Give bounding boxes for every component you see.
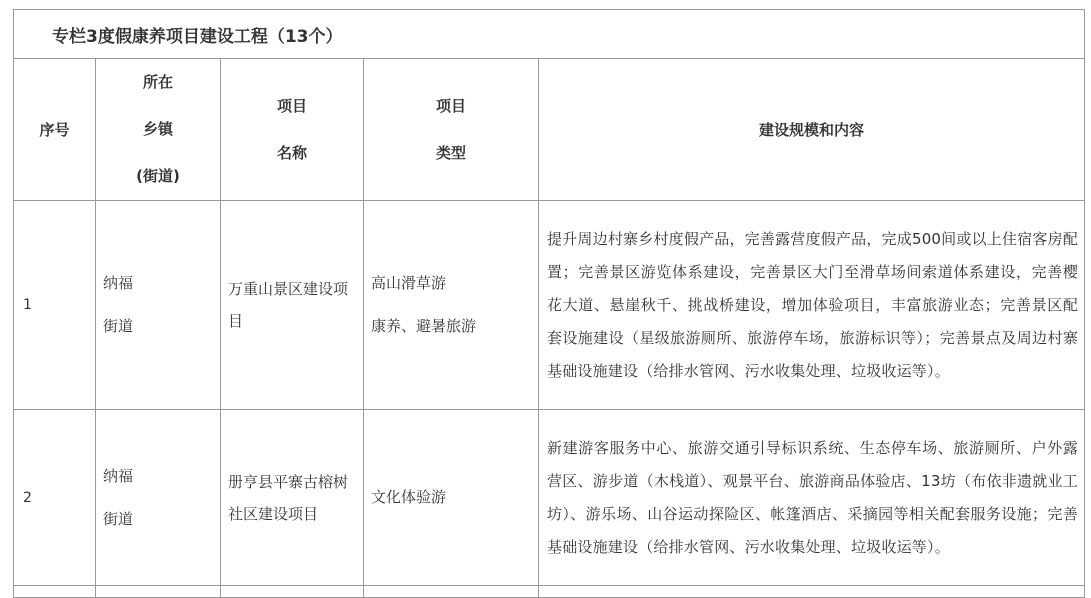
header-town-line: 乡镇 [142,120,173,138]
row-town-line: 纳福 [103,274,134,292]
row-type-line: 文化体验游 [371,488,447,506]
document [13,9,1091,598]
empty-cell [364,586,539,598]
row-type-line: 康养、避暑旅游 [371,317,477,335]
row-seq: 2 [14,410,96,586]
header-town [96,59,221,201]
row-seq: 1 [14,201,96,410]
header-name [221,59,364,201]
header-town-line: (街道) [136,167,180,185]
row-town-line: 街道 [103,509,134,528]
table-row [14,201,1085,410]
row-project-name: 万重山景区建设项目 [221,201,364,410]
row-content: 新建游客服务中心、旅游交通引导标识系统、生态停车场、旅游厕所、户外露营区、游步道（木栈道）、观景平台、旅游商品体验店、13坊（布依非遗就业工坊）、游乐场、山谷运动探险区、帐篷酒店、采摘园等相关配套服务设施；完善基础设施建设（给排水管网、污水收集处理、垃圾收运等）。 [539,410,1085,586]
empty-cell [221,586,364,598]
table-row [14,410,1085,586]
header-town-line: 所在 [142,73,173,91]
row-project-name: 册亨县平寨古榕树社区建设项目 [221,410,364,586]
row-town-line: 街道 [103,317,134,335]
empty-cell [14,586,96,598]
row-project-type [364,201,539,410]
row-town [96,410,221,586]
empty-cell [539,586,1085,598]
header-row [14,59,1085,201]
header-content: 建设规模和内容 [539,59,1085,201]
empty-cell [96,586,221,598]
table-title: 专栏3度假康养项目建设工程（13个） [14,10,1085,59]
header-name-line: 项目 [276,96,307,115]
header-name-line: 名称 [276,143,307,162]
project-table [13,9,1085,598]
row-type-line: 高山滑草游 [371,274,447,292]
row-content: 提升周边村寨乡村度假产品，完善露营度假产品，完成500间或以上住宿客房配置；完善景区游览体系建设，完善景区大门至滑草场间索道体系建设，完善樱花大道、悬崖秋千、挑战桥建设，增加体验项目，丰富旅游业态；完善景区配套设施建设（星级旅游厕所、旅游停车场，旅游标识等）；完善景点及周边村寨基础设施建设（给排水管网、污水收集处理、垃圾收运等）。 [539,201,1085,410]
row-town-line: 纳福 [103,466,134,485]
header-seq: 序号 [14,59,96,201]
header-type [364,59,539,201]
row-project-type [364,410,539,586]
header-type-line: 项目 [435,96,466,115]
header-type-line: 类型 [435,143,466,162]
table-row-partial [14,586,1085,598]
title-row [14,10,1085,59]
row-town [96,201,221,410]
